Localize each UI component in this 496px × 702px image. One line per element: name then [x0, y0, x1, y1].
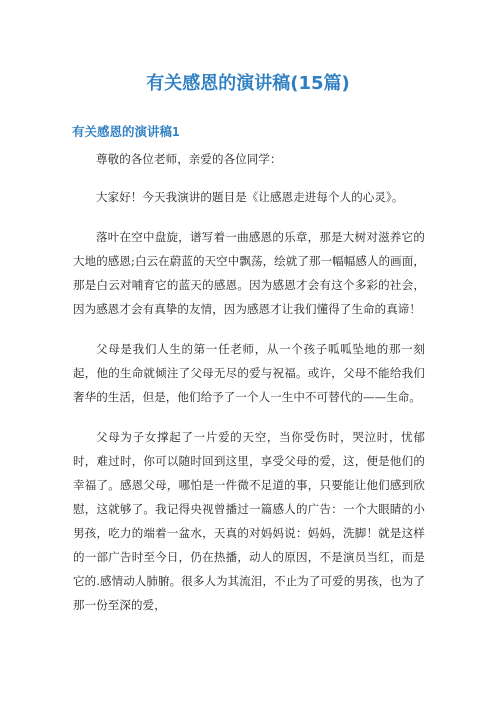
paragraph-intro: 大家好！今天我演讲的题目是《让感恩走进每个人的心灵》。 [96, 190, 404, 204]
document-title: 有关感恩的演讲稿(15篇) [146, 73, 350, 94]
paragraph-greeting: 尊敬的各位老师，亲爱的各位同学： [96, 152, 282, 166]
paragraph-body: 父母为子女撑起了一片爱的天空，当你受伤时，哭泣时，忧郁时，难过时，你可以随时回到这里，享受父母的爱，这，便是他们的幸福了。感恩父母，哪怕是一件微不足道的事，只要能让他们感到欣慰，这就够了。我记得央视曾播过一篇感人的广告：一个大眼睛的小男孩，吃力的端着一盆水，天真的对妈妈说：妈妈，洗脚！就是这样的一部广告时至今日，仍在热播，动人的原因，不是演员当红，而是它的.感情动人肺腑。很多人为其流泪，不止为了可爱的男孩，也为了那一份至深的爱， [73, 430, 425, 612]
body-text [73, 147, 425, 633]
paragraph-body: 落叶在空中盘旋，谱写着一曲感恩的乐章，那是大树对滋养它的大地的感恩;白云在蔚蓝的天空中飘荡，绘就了那一幅幅感人的画面，那是白云对哺育它的蓝天的感恩。因为感恩才会有这个多彩的社会，因为感恩才会有真挚的友情，因为感恩才让我们懂得了生命的真谛！ [73, 230, 425, 316]
paragraph-body: 父母是我们人生的第一任老师，从一个孩子呱呱坠地的那一刻起，他的生命就倾注了父母无尽的爱与祝福。或许，父母不能给我们奢华的生活，但是，他们给予了一个人一生中不可替代的——生命。 [73, 342, 425, 404]
section-heading: 有关感恩的演讲稿1 [72, 124, 180, 139]
